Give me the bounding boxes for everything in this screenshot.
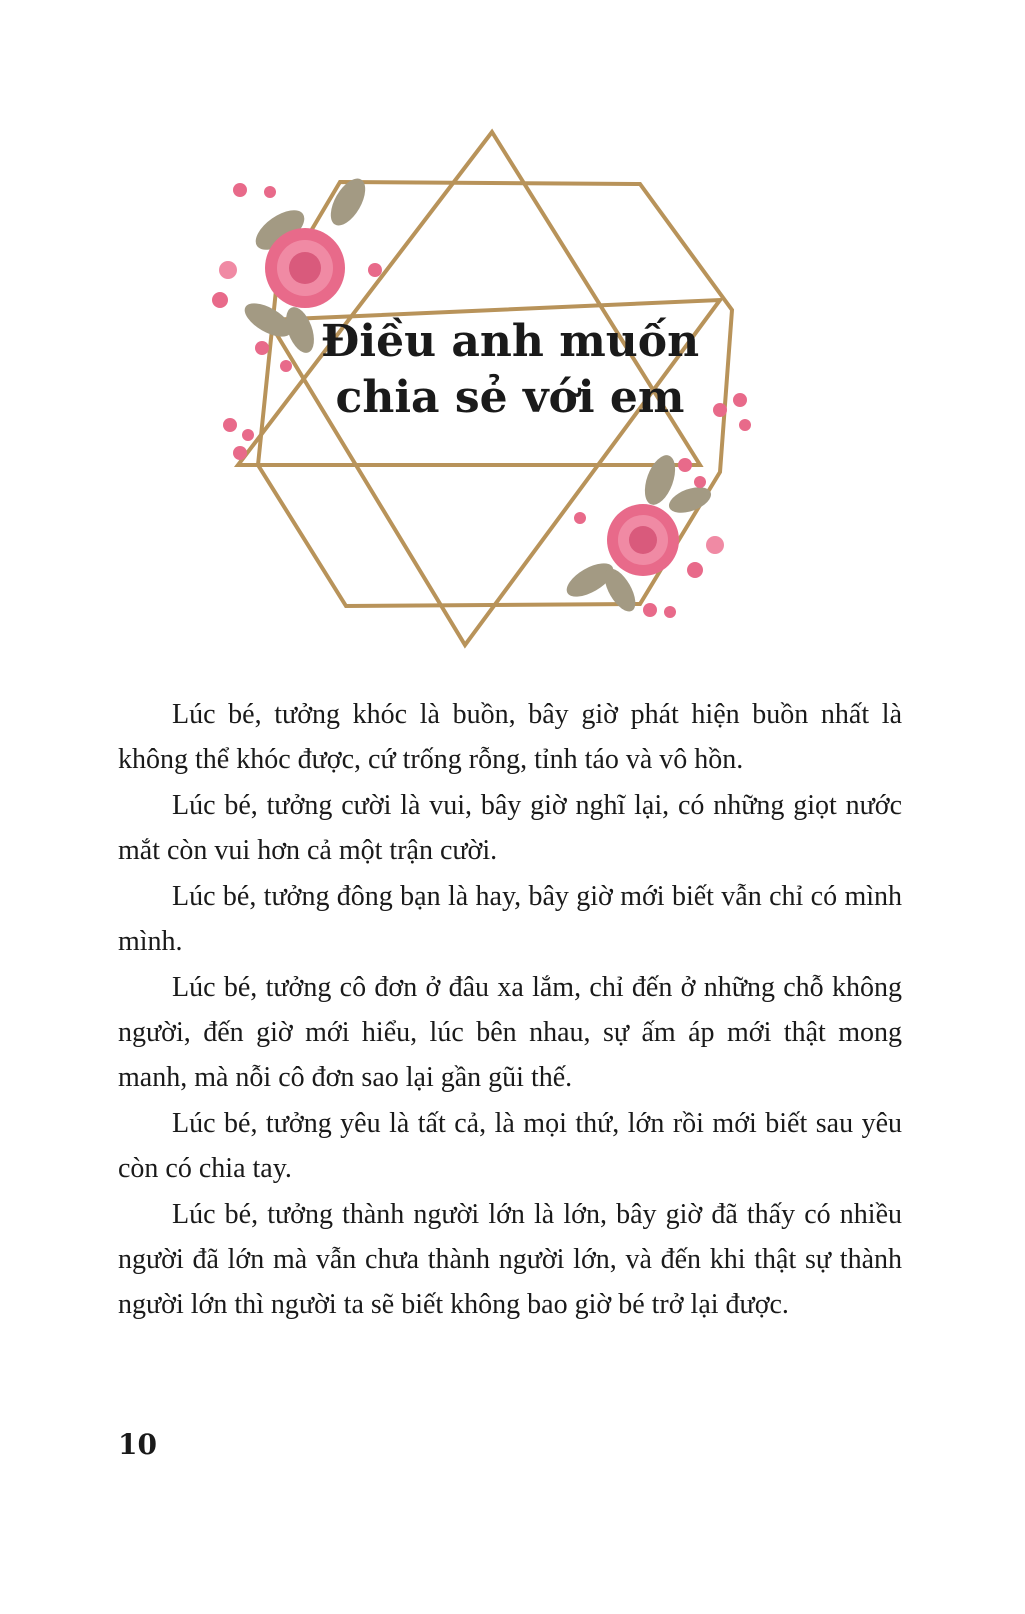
paragraph: Lúc bé, tưởng thành người lớn là lớn, bây giờ đã thấy có nhiều người đã lớn mà vẫn chưa thành người lớn, và đến khi thật sự thành người lớn thì người ta sẽ biết không bao giờ bé trở lại được. (118, 1199, 902, 1320)
paragraph: Lúc bé, tưởng khóc là buồn, bây giờ phát hiện buồn nhất là không thể khóc được, cứ trống rỗng, tỉnh táo và vô hồn. (118, 699, 902, 775)
chapter-title (270, 314, 750, 426)
chapter-title-line-1: Điều anh muốn (320, 316, 700, 367)
body-text (118, 692, 902, 1328)
paragraph: Lúc bé, tưởng cô đơn ở đâu xa lắm, chỉ đến ở những chỗ không người, đến giờ mới hiểu, lúc bên nhau, sự ấm áp mới thật mong manh, mà nỗi cô đơn sao lại gần gũi thế. (118, 972, 902, 1093)
paragraph: Lúc bé, tưởng đông bạn là hay, bây giờ mới biết vẫn chỉ có mình mình. (118, 881, 902, 957)
paragraph: Lúc bé, tưởng yêu là tất cả, là mọi thứ, lớn rồi mới biết sau yêu còn có chia tay. (118, 1108, 902, 1184)
page-number: 10 (118, 1428, 157, 1461)
chapter-title-line-2: chia sẻ với em (335, 372, 685, 423)
paragraph: Lúc bé, tưởng cười là vui, bây giờ nghĩ lại, có những giọt nước mắt còn vui hơn cả một trận cười. (118, 790, 902, 866)
